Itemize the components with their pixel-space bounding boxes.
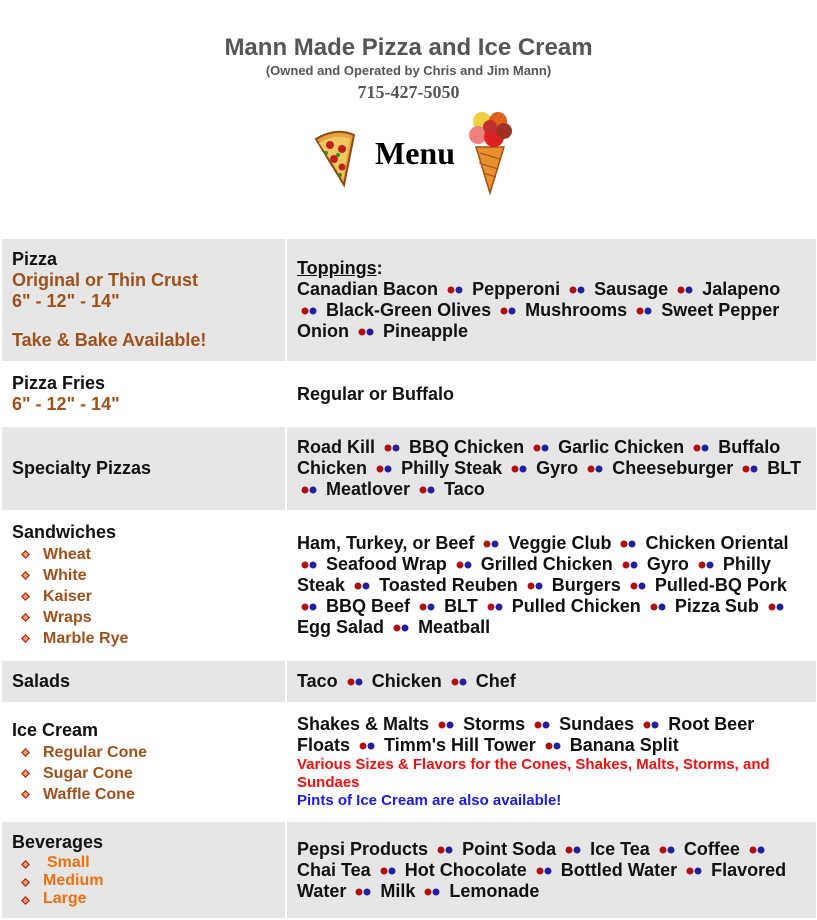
list-item: Large [12, 890, 275, 908]
list-item: Shakes & Malts [297, 714, 430, 734]
salads-cell [2, 661, 285, 702]
separator-dots-icon [418, 486, 436, 494]
diamond-bullet-icon [21, 790, 30, 799]
separator-dots-icon [357, 328, 375, 336]
list-item: Toasted Reuben [379, 575, 518, 595]
separator-dots-icon [685, 867, 703, 875]
separator-dots-icon [586, 465, 604, 473]
list-item: BBQ Beef [326, 596, 411, 616]
sandwiches-title: Sandwiches [12, 522, 117, 542]
specialty-cell [2, 427, 285, 510]
list-item: Wheat [12, 544, 275, 565]
separator-dots-icon [446, 286, 464, 294]
separator-dots-icon [535, 867, 553, 875]
separator-dots-icon [510, 465, 528, 473]
list-item: Burgers [551, 575, 621, 595]
take-and-bake-note: Take & Bake Available! [12, 330, 207, 350]
list-item: Cheeseburger [612, 458, 734, 478]
page-title: Mann Made Pizza and Ice Cream [224, 34, 593, 61]
pizza-fries-options-cell [287, 363, 816, 425]
diamond-bullet-icon [21, 550, 30, 559]
separator-dots-icon [649, 603, 667, 611]
salads-list [297, 671, 516, 691]
ice-cream-cone-icon [460, 107, 520, 197]
pizza-fries-title: Pizza Fries [12, 373, 106, 393]
flavors-note: Various Sizes & Flavors for the Cones, Shakes, Malts, Storms, and Sundaes [297, 756, 770, 791]
phone-number: 715-427-5050 [357, 82, 460, 102]
menu-heading [0, 107, 817, 211]
list-item: Chef [475, 671, 516, 691]
separator-dots-icon [300, 603, 318, 611]
diamond-bullet-icon [21, 769, 30, 778]
list-item: Veggie Club [508, 533, 612, 553]
menu-row-pizza-fries [2, 363, 816, 425]
separator-dots-icon [748, 846, 766, 854]
diamond-bullet-icon [21, 592, 30, 601]
list-item: Mushrooms [525, 300, 628, 320]
separator-dots-icon [568, 286, 586, 294]
separator-dots-icon [629, 582, 647, 590]
separator-dots-icon [392, 624, 410, 632]
separator-dots-icon [437, 721, 455, 729]
list-item: Coffee [683, 838, 740, 859]
list-item: Chicken Oriental [645, 533, 789, 553]
list-item: Hot Chocolate [404, 859, 527, 880]
pizza-crust: Original or Thin Crust [12, 270, 199, 290]
separator-dots-icon [658, 846, 676, 854]
list-item: White [12, 565, 275, 586]
separator-dots-icon [375, 465, 393, 473]
separator-dots-icon [358, 742, 376, 750]
specialty-items-cell [287, 427, 816, 510]
list-item: Ice Tea [590, 838, 650, 859]
toppings-list [297, 279, 780, 341]
list-item: Egg Salad [297, 617, 385, 637]
list-item: Kaiser [12, 586, 275, 607]
separator-dots-icon [767, 603, 785, 611]
list-item: Marble Rye [12, 628, 275, 649]
list-item: Chicken [371, 671, 442, 691]
salads-items-cell [287, 661, 816, 702]
pizza-fries-cell [2, 363, 285, 425]
diamond-bullet-icon [21, 613, 30, 622]
menu-title: Menu [375, 135, 455, 171]
list-item: Timm's Hill Tower [384, 735, 536, 755]
specialty-list [297, 437, 801, 499]
list-item: Sugar Cone [12, 763, 275, 784]
pizza-toppings-cell: Toppings: Canadian Bacon Pepperoni Sausage Jalapeno Black-Green Olives Mushrooms Sweet Pepper Onion Pineapple [287, 239, 816, 361]
separator-dots-icon [676, 286, 694, 294]
list-item: Bottled Water [560, 859, 678, 880]
list-item: Taco [444, 479, 485, 499]
list-item: Chai Tea [297, 859, 371, 880]
list-item: Jalapeno [702, 279, 781, 299]
list-item: Sweet Pepper Onion [297, 300, 780, 341]
diamond-bullet-icon [21, 896, 30, 905]
separator-dots-icon [346, 678, 364, 686]
separator-dots-icon [450, 678, 468, 686]
pizza-sizes: 6" - 12" - 14" [12, 291, 120, 311]
menu-row-sandwiches [2, 512, 816, 659]
list-item: Canadian Bacon [297, 279, 439, 299]
menu-row-specialty [2, 427, 816, 510]
salads-title: Salads [12, 671, 71, 691]
separator-dots-icon [532, 444, 550, 452]
separator-dots-icon [697, 561, 715, 569]
separator-dots-icon [533, 721, 551, 729]
menu-row-pizza [2, 239, 816, 361]
separator-dots-icon [379, 867, 397, 875]
separator-dots-icon [526, 582, 544, 590]
toppings-label: Toppings [297, 258, 377, 278]
list-item: Point Soda [462, 838, 557, 859]
diamond-bullet-icon [21, 571, 30, 580]
page-subtitle: (Owned and Operated by Chris and Jim Mann) [265, 63, 552, 78]
list-item: Root Beer Floats [297, 714, 755, 755]
separator-dots-icon [635, 307, 653, 315]
pizza-title: Pizza [12, 249, 58, 269]
cone-list [12, 742, 275, 805]
list-item: Sausage [594, 279, 669, 299]
list-item: Pulled Chicken [511, 596, 641, 616]
list-item: Pulled-BQ Pork [654, 575, 787, 595]
list-item: Regular Cone [12, 742, 275, 763]
menu-row-beverages [2, 822, 816, 918]
separator-dots-icon [564, 846, 582, 854]
list-item: Wraps [12, 607, 275, 628]
menu-row-ice-cream [2, 704, 816, 820]
list-item: BBQ Chicken [409, 437, 525, 457]
list-item: Gyro [536, 458, 579, 478]
separator-dots-icon [300, 307, 318, 315]
page-header [0, 0, 817, 211]
separator-dots-icon [482, 540, 500, 548]
separator-dots-icon [300, 561, 318, 569]
pints-note: Pints of Ice Cream are also available! [297, 792, 562, 809]
separator-dots-icon [499, 307, 517, 315]
ice-cream-title: Ice Cream [12, 719, 99, 740]
list-item: Buffalo Chicken [297, 437, 781, 478]
separator-dots-icon [619, 540, 637, 548]
beverages-list [297, 839, 786, 901]
sandwiches-cell [2, 512, 285, 659]
list-item: Pineapple [383, 321, 469, 341]
list-item: Seafood Wrap [326, 554, 447, 574]
list-item: Pizza Sub [674, 596, 759, 616]
pizza-fries-sizes: 6" - 12" - 14" [12, 394, 120, 414]
specialty-title: Specialty Pizzas [12, 458, 152, 478]
list-item: Grilled Chicken [480, 554, 613, 574]
separator-dots-icon [455, 561, 473, 569]
list-item: Meatlover [326, 479, 411, 499]
separator-dots-icon [383, 444, 401, 452]
list-item: Road Kill [297, 437, 376, 457]
pizza-cell [2, 239, 285, 361]
pizza-fries-options: Regular or Buffalo [297, 383, 455, 404]
separator-dots-icon [423, 888, 441, 896]
separator-dots-icon [353, 582, 371, 590]
beverages-cell [2, 822, 285, 918]
list-item: Sundaes [559, 714, 635, 734]
separator-dots-icon [354, 888, 372, 896]
list-item: Banana Split [569, 735, 679, 755]
list-item: Black-Green Olives [326, 300, 492, 320]
pizza-slice-icon [310, 129, 358, 189]
separator-dots-icon [741, 465, 759, 473]
ice-cream-cell [2, 704, 285, 820]
bread-list [12, 544, 275, 649]
list-item: BLT [444, 596, 478, 616]
separator-dots-icon [642, 721, 660, 729]
list-item: Garlic Chicken [558, 437, 685, 457]
diamond-bullet-icon [21, 878, 30, 887]
sandwiches-items-cell [287, 512, 816, 659]
list-item: Pepsi Products [297, 838, 429, 859]
ice-cream-list [297, 714, 754, 755]
menu-row-salads [2, 661, 816, 702]
diamond-bullet-icon [21, 860, 30, 869]
list-item: Waffle Cone [12, 784, 275, 805]
separator-dots-icon [486, 603, 504, 611]
beverages-title: Beverages [12, 832, 104, 852]
list-item: Meatball [418, 617, 491, 637]
list-item: Lemonade [449, 880, 540, 901]
list-item: Philly Steak [297, 554, 771, 595]
beverage-size-list [12, 854, 275, 908]
list-item: Storms [463, 714, 526, 734]
list-item: BLT [767, 458, 801, 478]
separator-dots-icon [418, 603, 436, 611]
list-item: Ham, Turkey, or Beef [297, 533, 475, 553]
list-item: Taco [297, 671, 338, 691]
list-item: Pepperoni [472, 279, 561, 299]
separator-dots-icon [621, 561, 639, 569]
separator-dots-icon [544, 742, 562, 750]
list-item: Philly Steak [401, 458, 503, 478]
ice-cream-items-cell [287, 704, 816, 820]
list-item: Gyro [646, 554, 689, 574]
separator-dots-icon [692, 444, 710, 452]
diamond-bullet-icon [21, 748, 30, 757]
list-item: Medium [12, 872, 275, 890]
list-item: Small [12, 854, 275, 872]
menu-table [0, 237, 817, 920]
separator-dots-icon [436, 846, 454, 854]
beverages-items-cell [287, 822, 816, 918]
diamond-bullet-icon [21, 634, 30, 643]
separator-dots-icon [300, 486, 318, 494]
list-item: Milk [380, 880, 416, 901]
sandwiches-list [297, 533, 789, 637]
list-item: Flavored Water [297, 859, 787, 901]
